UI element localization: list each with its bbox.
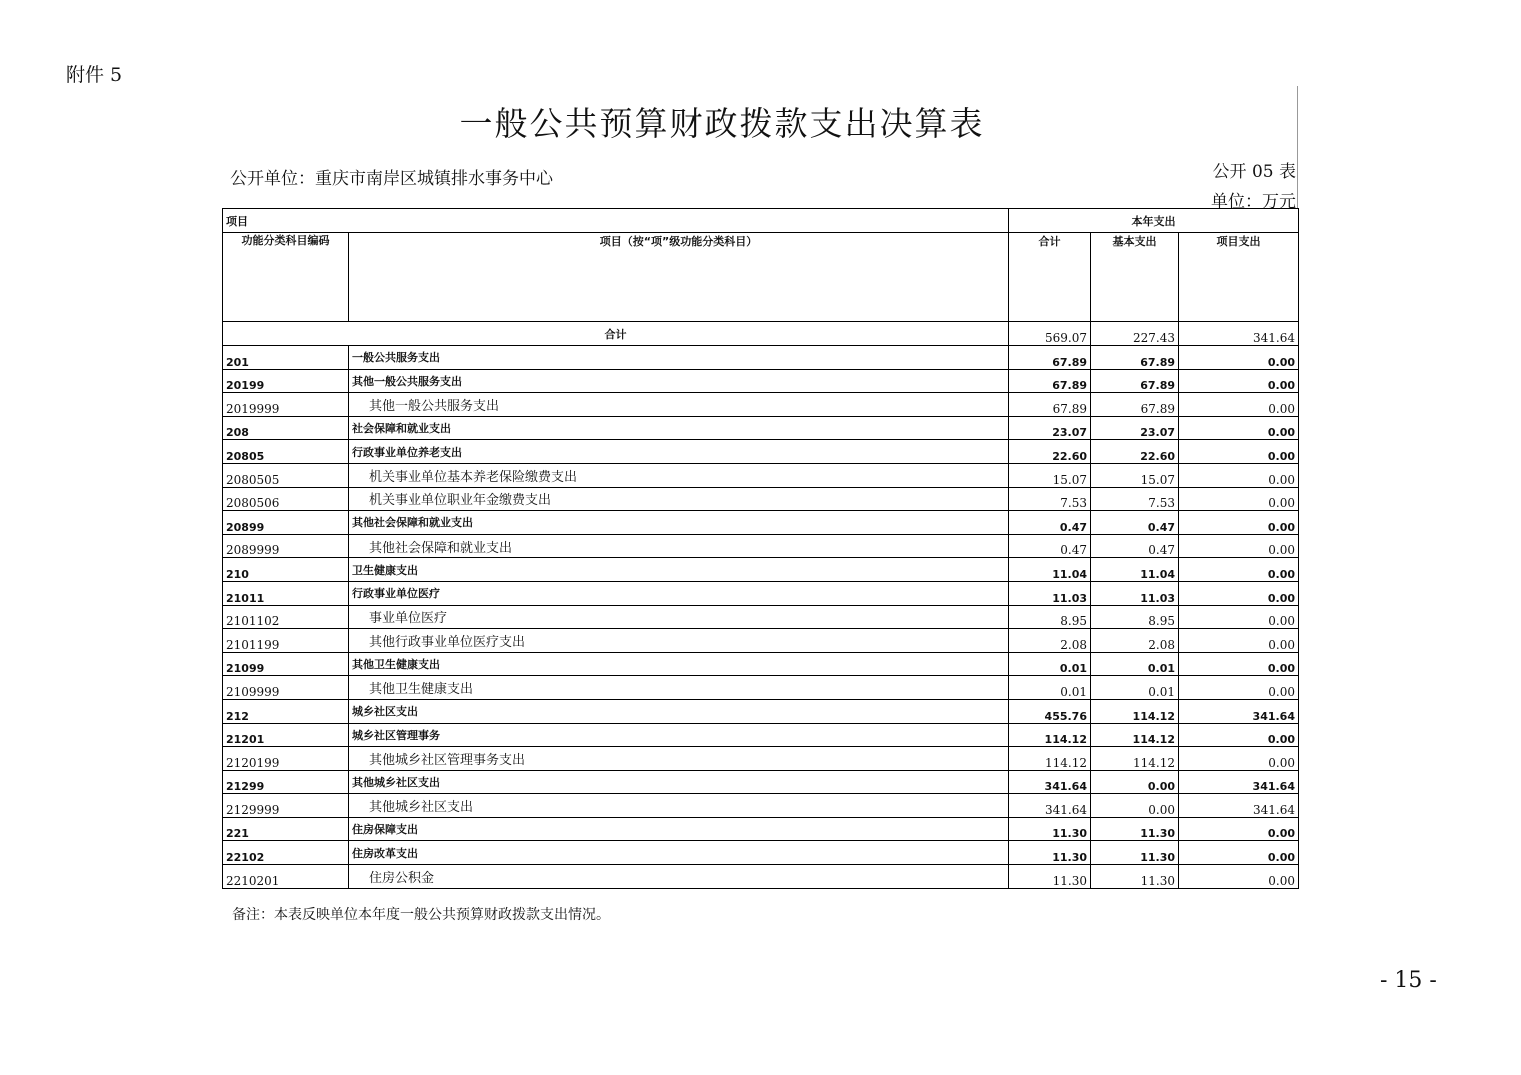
row-basic: 8.95	[1091, 605, 1179, 629]
row-basic: 0.01	[1091, 676, 1179, 700]
margin-line	[1297, 86, 1298, 208]
row-basic: 11.30	[1091, 817, 1179, 841]
row-total: 11.30	[1009, 865, 1091, 889]
row-basic: 114.12	[1091, 723, 1179, 747]
row-project: 0.00	[1179, 723, 1299, 747]
table-row	[223, 393, 1299, 417]
row-total: 15.07	[1009, 463, 1091, 487]
row-total: 455.76	[1009, 699, 1091, 723]
row-code: 20805	[223, 440, 349, 464]
row-code: 21099	[223, 652, 349, 676]
table-row	[223, 723, 1299, 747]
row-name: 其他卫生健康支出	[349, 676, 1009, 700]
row-code: 2101102	[223, 605, 349, 629]
expenditure-table	[222, 208, 1299, 889]
row-total: 114.12	[1009, 723, 1091, 747]
header-this-year: 本年支出	[1009, 209, 1299, 233]
row-total: 0.01	[1009, 652, 1091, 676]
row-name: 其他一般公共服务支出	[349, 369, 1009, 393]
total-row	[223, 322, 1299, 346]
table-row	[223, 747, 1299, 771]
row-name: 住房改革支出	[349, 841, 1009, 865]
row-name: 机关事业单位职业年金缴费支出	[349, 487, 1009, 511]
row-total: 67.89	[1009, 369, 1091, 393]
row-basic: 2.08	[1091, 629, 1179, 653]
page-title: 一般公共预算财政拨款支出决算表	[459, 104, 985, 143]
row-code: 2089999	[223, 534, 349, 558]
row-project: 0.00	[1179, 487, 1299, 511]
table-row	[223, 699, 1299, 723]
row-name: 住房保障支出	[349, 817, 1009, 841]
table-row	[223, 794, 1299, 818]
row-code: 21299	[223, 770, 349, 794]
row-name: 其他社会保障和就业支出	[349, 534, 1009, 558]
row-name: 事业单位医疗	[349, 605, 1009, 629]
row-code: 2120199	[223, 747, 349, 771]
page-number: - 15 -	[1380, 968, 1437, 993]
row-code: 2080505	[223, 463, 349, 487]
row-project: 0.00	[1179, 534, 1299, 558]
table-row	[223, 652, 1299, 676]
row-name: 其他社会保障和就业支出	[349, 511, 1009, 535]
table-row	[223, 346, 1299, 370]
row-name: 住房公积金	[349, 865, 1009, 889]
row-project: 0.00	[1179, 558, 1299, 582]
row-code: 2129999	[223, 794, 349, 818]
reporting-unit: 公开单位：重庆市南岸区城镇排水事务中心	[230, 169, 553, 189]
row-project: 0.00	[1179, 841, 1299, 865]
row-code: 2080506	[223, 487, 349, 511]
row-name: 行政事业单位养老支出	[349, 440, 1009, 464]
row-code: 22102	[223, 841, 349, 865]
row-name: 其他城乡社区管理事务支出	[349, 747, 1009, 771]
row-basic: 11.03	[1091, 581, 1179, 605]
row-code: 221	[223, 817, 349, 841]
row-basic: 11.04	[1091, 558, 1179, 582]
table-row	[223, 463, 1299, 487]
table-row	[223, 581, 1299, 605]
row-total: 11.30	[1009, 817, 1091, 841]
table-row	[223, 676, 1299, 700]
row-name: 城乡社区支出	[349, 699, 1009, 723]
table-row	[223, 416, 1299, 440]
row-code: 2109999	[223, 676, 349, 700]
table-note: 备注：本表反映单位本年度一般公共预算财政拨款支出情况。	[232, 907, 610, 923]
table-row	[223, 865, 1299, 889]
header-total: 合计	[1009, 233, 1091, 322]
table-row	[223, 605, 1299, 629]
header-row-sub	[223, 233, 1299, 322]
total-sum: 569.07	[1009, 322, 1091, 346]
row-name: 机关事业单位基本养老保险缴费支出	[349, 463, 1009, 487]
table-row	[223, 511, 1299, 535]
table-row	[223, 487, 1299, 511]
header-name: 项目（按“项”级功能分类科目）	[349, 233, 1009, 322]
table-row	[223, 629, 1299, 653]
row-code: 212	[223, 699, 349, 723]
row-basic: 114.12	[1091, 699, 1179, 723]
row-project: 0.00	[1179, 581, 1299, 605]
row-total: 22.60	[1009, 440, 1091, 464]
row-name: 其他城乡社区支出	[349, 794, 1009, 818]
row-total: 7.53	[1009, 487, 1091, 511]
row-total: 2.08	[1009, 629, 1091, 653]
row-code: 2101199	[223, 629, 349, 653]
currency-unit: 单位：万元	[1211, 192, 1296, 212]
table-row	[223, 817, 1299, 841]
row-project: 341.64	[1179, 699, 1299, 723]
row-code: 2019999	[223, 393, 349, 417]
table-row	[223, 841, 1299, 865]
row-project: 0.00	[1179, 605, 1299, 629]
total-label: 合计	[223, 322, 1009, 346]
row-basic: 67.89	[1091, 393, 1179, 417]
row-name: 其他卫生健康支出	[349, 652, 1009, 676]
attachment-label: 附件 5	[66, 64, 123, 86]
row-total: 67.89	[1009, 393, 1091, 417]
row-project: 0.00	[1179, 629, 1299, 653]
row-basic: 23.07	[1091, 416, 1179, 440]
row-name: 行政事业单位医疗	[349, 581, 1009, 605]
row-total: 11.30	[1009, 841, 1091, 865]
row-total: 341.64	[1009, 770, 1091, 794]
row-total: 67.89	[1009, 346, 1091, 370]
row-total: 0.47	[1009, 511, 1091, 535]
row-project: 0.00	[1179, 652, 1299, 676]
row-basic: 11.30	[1091, 841, 1179, 865]
row-project: 341.64	[1179, 794, 1299, 818]
row-code: 210	[223, 558, 349, 582]
row-code: 201	[223, 346, 349, 370]
row-code: 21201	[223, 723, 349, 747]
row-name: 社会保障和就业支出	[349, 416, 1009, 440]
row-total: 0.01	[1009, 676, 1091, 700]
row-project: 0.00	[1179, 369, 1299, 393]
table-row	[223, 534, 1299, 558]
row-name: 城乡社区管理事务	[349, 723, 1009, 747]
row-total: 8.95	[1009, 605, 1091, 629]
header-project-exp: 项目支出	[1179, 233, 1299, 322]
row-code: 2210201	[223, 865, 349, 889]
row-project: 0.00	[1179, 463, 1299, 487]
row-name: 其他行政事业单位医疗支出	[349, 629, 1009, 653]
row-project: 0.00	[1179, 393, 1299, 417]
row-total: 114.12	[1009, 747, 1091, 771]
row-project: 0.00	[1179, 440, 1299, 464]
row-total: 0.47	[1009, 534, 1091, 558]
total-project: 341.64	[1179, 322, 1299, 346]
row-basic: 0.00	[1091, 770, 1179, 794]
row-basic: 114.12	[1091, 747, 1179, 771]
row-project: 0.00	[1179, 747, 1299, 771]
table-code: 公开 05 表	[1212, 162, 1296, 182]
row-basic: 0.01	[1091, 652, 1179, 676]
row-code: 20899	[223, 511, 349, 535]
row-name: 其他一般公共服务支出	[349, 393, 1009, 417]
row-basic: 7.53	[1091, 487, 1179, 511]
row-basic: 11.30	[1091, 865, 1179, 889]
row-basic: 67.89	[1091, 346, 1179, 370]
row-project: 0.00	[1179, 865, 1299, 889]
row-project: 0.00	[1179, 511, 1299, 535]
table-row	[223, 558, 1299, 582]
row-project: 341.64	[1179, 770, 1299, 794]
row-code: 208	[223, 416, 349, 440]
row-code: 20199	[223, 369, 349, 393]
header-basic: 基本支出	[1091, 233, 1179, 322]
row-name: 卫生健康支出	[349, 558, 1009, 582]
table-row	[223, 770, 1299, 794]
total-basic: 227.43	[1091, 322, 1179, 346]
row-basic: 0.47	[1091, 511, 1179, 535]
row-basic: 0.47	[1091, 534, 1179, 558]
header-row-top	[223, 209, 1299, 233]
header-code: 功能分类科目编码	[223, 233, 349, 322]
row-project: 0.00	[1179, 676, 1299, 700]
row-total: 23.07	[1009, 416, 1091, 440]
row-basic: 67.89	[1091, 369, 1179, 393]
row-basic: 22.60	[1091, 440, 1179, 464]
row-total: 11.04	[1009, 558, 1091, 582]
row-project: 0.00	[1179, 817, 1299, 841]
row-basic: 0.00	[1091, 794, 1179, 818]
table-row	[223, 369, 1299, 393]
table-row	[223, 440, 1299, 464]
header-project: 项目	[223, 209, 1009, 233]
row-basic: 15.07	[1091, 463, 1179, 487]
row-name: 一般公共服务支出	[349, 346, 1009, 370]
row-project: 0.00	[1179, 346, 1299, 370]
row-total: 341.64	[1009, 794, 1091, 818]
row-code: 21011	[223, 581, 349, 605]
row-project: 0.00	[1179, 416, 1299, 440]
row-name: 其他城乡社区支出	[349, 770, 1009, 794]
row-total: 11.03	[1009, 581, 1091, 605]
